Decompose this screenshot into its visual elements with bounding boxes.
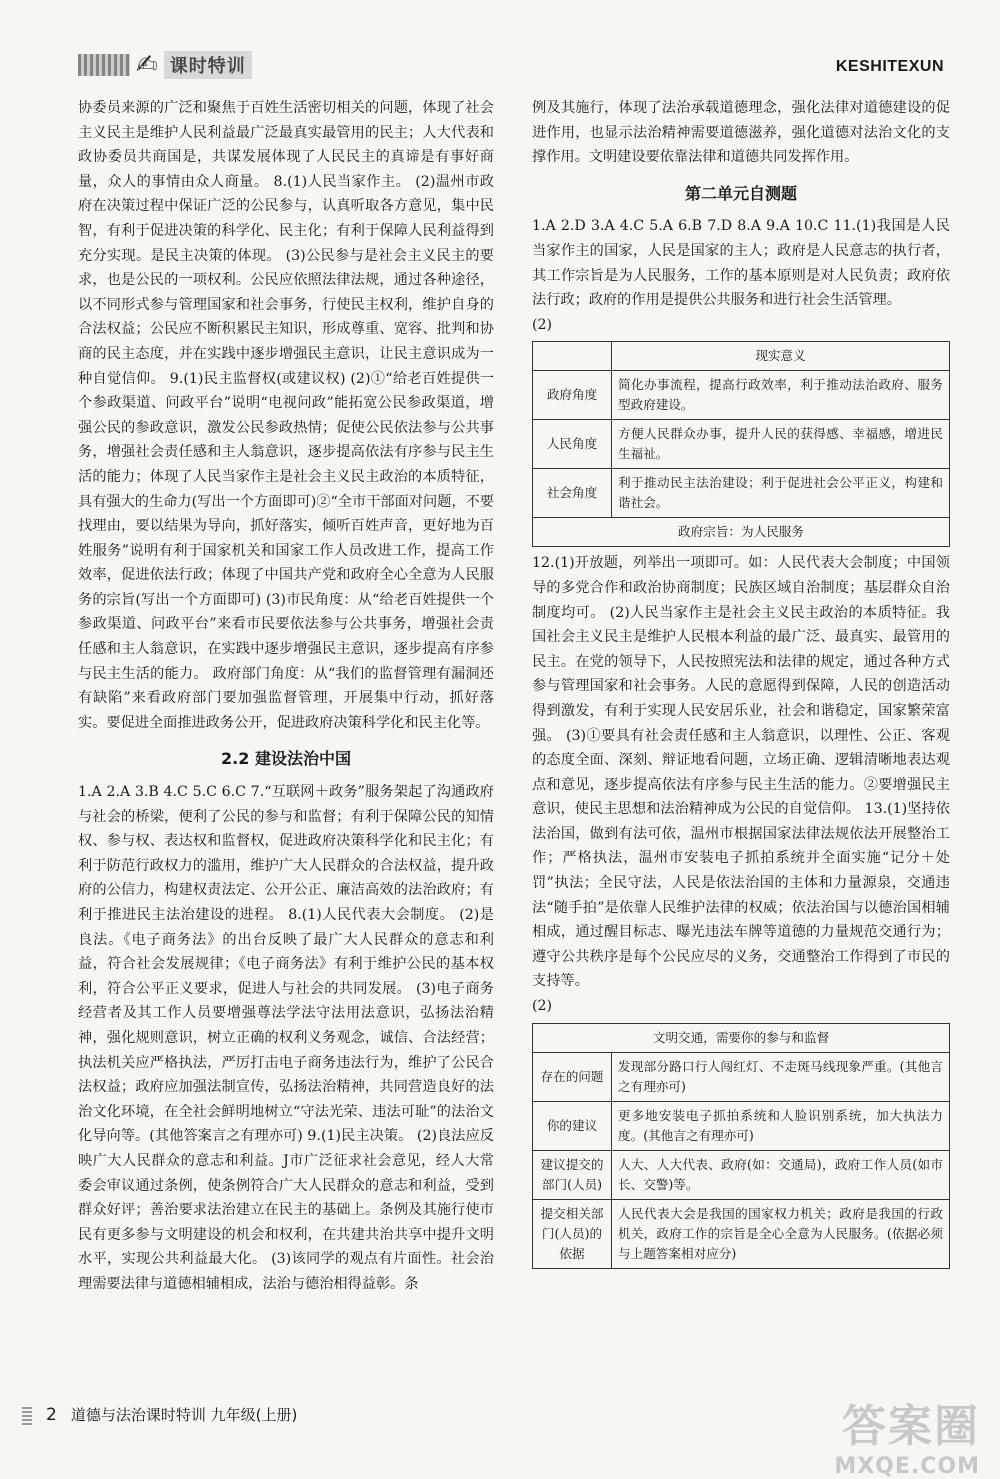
watermark — [834, 1390, 980, 1479]
table-row — [533, 469, 950, 518]
table-row — [533, 420, 950, 469]
watermark-logo: 答案圈 — [842, 1401, 980, 1452]
row-key: 存在的问题 — [533, 1052, 612, 1101]
row-value: 利于推动民主法治建设；利于促进社会公平正义，构建和谐社会。 — [612, 469, 950, 518]
row-key: 人民角度 — [533, 420, 612, 469]
answer-paragraph: 协委员来源的广泛和聚焦于百姓生活密切相关的问题，体现了社会主义民主是维护人民利益最广泛最真实最管用的民主；人大代表和政协委员共商国是，共谋发展体现了人民民主的真谛是有事好商量，众人的事情由众人商量。 8.(1)人民当家作主。 (2)温州市政府在决策过程中保证广泛的公民参与，认真听取各方意见，集中民智，有利于促进决策的科学化、民主化；有利于保障人民利益得到充分实现。是民主决策的体现。 (3)公民参与是社会主义民主的要求，也是公民的一项权利。公民应依照法律法规，通过各种途径，以不同形式参与管理国家和社会事务，行使民主权利，维护自身的合法权益；公民应不断积累民主知识，形成尊重、宽容、批判和协商的民主态度，并在实践中逐步增强民主意识，让民主意识成为一种自觉信仰。 9.(1)民主监督权(或建议权) (2)①“给老百姓提供一个参政渠道、问政平台”说明“电视问政”能拓宽公民参政渠道，增强公民的参政意识，激发公民参政热情；促使公民依法参与公共事务，增强社会责任感和主人翁意识，逐步提高依法有序参与民主生活的能力；体现了人民当家作主是社会主义民主政治的本质特征，具有强大的生命力(写出一个方面即可)②“全市干部面对问题，不要找理由，要以结果为导向，抓好落实，倾听百姓声音，更好地为百姓服务”说明有利于国家机关和国家工作人员改进工作，提高工作效率，促进依法行政；体现了中国共产党和政府全心全意为人民服务的宗旨(写出一个方面即可) (3)市民角度：从“给老百姓提供一个参政渠道、问政平台”来看市民要依法参与公共事务，增强社会责任感和主人翁意识，在实践中逐步增强民主意识，逐步提高有序参与民主生活的能力。 政府部门角度：从“我们的监督管理有漏洞还有缺陷”来看政府部门要加强监督管理，开展集中行动，抓好落实。要促进全面推进政务公开，促进政府决策科学化和民主化等。 — [78, 100, 494, 731]
section-title: 第二单元自测题 — [684, 183, 797, 203]
table-row — [533, 1101, 950, 1150]
table-row — [533, 1199, 950, 1268]
left-column — [78, 96, 494, 1297]
sub-label: (2) — [532, 998, 553, 1015]
row-key: 社会角度 — [533, 469, 612, 518]
table-header: 文明交通，需要你的参与和监督 — [533, 1023, 950, 1052]
row-key: 政府角度 — [533, 371, 612, 420]
row-key: 你的建议 — [533, 1101, 612, 1150]
row-value: 人民代表大会是我国的国家权力机关；政府是我国的行政机关，政府工作的宗旨是全心全意为人民服务。(依据必须与上题答案相对应分) — [612, 1199, 950, 1268]
book-title: 道德与法治课时特训 九年级(上册) — [70, 1406, 298, 1424]
row-key: 建议提交的部门(人员) — [533, 1150, 612, 1199]
pen-icon: ✍ — [136, 50, 158, 80]
table-row — [533, 371, 950, 420]
logo — [78, 50, 252, 80]
row-value: 更多地安装电子抓拍系统和人脸识别系统，加大执法力度。(其他言之有理亦可) — [612, 1101, 950, 1150]
row-value: 人大、人大代表、政府(如：交通局)，政府工作人员(如市长、交警)等。 — [612, 1150, 950, 1199]
row-value: 简化办事流程，提高行政效率，利于推动法治政府、服务型政府建设。 — [612, 371, 950, 420]
answer-table-1 — [532, 341, 950, 547]
row-value: 方便人民群众办事，提升人民的获得感、幸福感，增进民生福祉。 — [612, 420, 950, 469]
watermark-url: MXQE.COM — [834, 1454, 980, 1479]
right-column — [532, 96, 950, 1273]
row-value: 发现部分路口行人闯红灯、不走斑马线现象严重。(其他言之有理亦可) — [612, 1052, 950, 1101]
answer-paragraph: 1.A 2.D 3.A 4.C 5.A 6.B 7.D 8.A 9.A 10.C 11.(1)我国是人民当家作主的国家，人民是国家的主人；政府是人民意志的执行者，其工作宗旨是为人民服务，工作的基本原则是对人民负责；政府依法行政；政府的作用是提供公共服务和进行社会生活管理。 — [532, 218, 950, 309]
row-key: 提交相关部门(人员)的依据 — [533, 1199, 612, 1268]
table-footer: 政府宗旨：为人民服务 — [533, 518, 950, 547]
answer-table-2 — [532, 1023, 950, 1269]
answer-paragraph: 1.A 2.A 3.B 4.C 5.C 6.C 7.“互联网＋政务”服务架起了沟通政府与社会的桥梁，便利了公民的参与和监督；有利于保障公民的知情权、参与权、表达权和监督权，促进政府决策科学化和民主化；有利于防范行政权力的滥用，维护广大人民群众的合法权益，提升政府的公信力，构建权责法定、公开公正、廉洁高效的法治政府；有利于推进民主法治建设的进程。 8.(1)人民代表大会制度。 (2)是良法。《电子商务法》的出台反映了最广大人民群众的意志和利益，符合社会发展规律；《电子商务法》有利于维护公民的基本权利，符合公平正义要求，促进人与社会的共同发展。 (3)电子商务经营者及其工作人员要增强尊法学法守法用法意识，弘扬法治精神，强化规则意识，树立正确的权利义务观念，诚信、合法经营；执法机关应严格执法，严厉打击电子商务违法行为，维护了公民合法权益；政府应加强法制宣传，弘扬法治精神，共同营造良好的法治文化环境，在全社会鲜明地树立“守法光荣、违法可耻”的法治文化导向等。(其他答案言之有理亦可) 9.(1)民主决策。 (2)良法应反映广大人民群众的意志和利益。J市广泛征求社会意见，经人大常委会审议通过条例，使条例符合广大人民群众的意志和利益，受到群众好评；善治要求法治建立在民主的基础上。条例及其施行使市民有更多参与文明建设的机会和权利，在共建共治共享中提升文明水平，实现公共利益最大化。 (3)该同学的观点有片面性。社会治理需要法律与道德相辅相成，法治与德治相得益彰。条 — [78, 784, 494, 1292]
section-title: 2.2 建设法治中国 — [221, 749, 351, 769]
page-footer — [22, 1404, 297, 1425]
page-number: 2 — [46, 1404, 57, 1425]
logo-graphic — [78, 54, 130, 76]
table-header: 现实意义 — [612, 342, 950, 371]
brand-name: KESHITEXUN — [835, 58, 944, 75]
page-header — [0, 0, 1000, 90]
table-row — [533, 1052, 950, 1101]
table-row — [533, 1150, 950, 1199]
sub-label: (2) — [532, 316, 553, 333]
answer-paragraph: 12.(1)开放题，列举出一项即可。如：人民代表大会制度；中国领导的多党合作和政治协商制度；民族区域自治制度；基层群众自治制度均可。 (2)人民当家作主是社会主义民主政治的本质特征。我国社会主义民主是维护人民根本利益的最广泛、最真实、最管用的民主。在党的领导下，人民按照宪法和法律的规定，通过各种方式参与管理国家和社会事务。人民的意愿得到保障，人民的创造活动得到激发，有利于实现人民安居乐业，社会和谐稳定，国家繁荣富强。 (3)①要具有社会责任感和主人翁意识，以理性、公正、客观的态度全面、深刻、辩证地看问题，立场正确、逻辑清晰地表达观点和意见，逐步提高依法有序参与民主生活的能力。②要增强民主意识，使民主思想和法治精神成为公民的自觉信仰。 13.(1)坚持依法治国，做到有法可依，温州市根据国家法律法规依法开展整治工作；严格执法，温州市安装电子抓拍系统并全面实施“记分＋处罚”执法；全民守法，人民是依法治国的主体和力量源泉，交通违法“随手拍”是依靠人民维护法律的权威；依法治国与以德治国相辅相成，通过醒目标志、曝光违法车牌等道德的力量规范交通行为；遵守公共秩序是每个公民应尽的义务，交通整治工作得到了市民的支持等。 — [532, 555, 950, 990]
margin-marks — [22, 1405, 32, 1425]
logo-text: 课时特训 — [164, 51, 252, 79]
answer-paragraph: 例及其施行，体现了法治承载道德理念，强化法律对道德建设的促进作用，也显示法治精神需要道德滋养，强化道德对法治文化的支撑作用。文明建设要依靠法律和道德共同发挥作用。 — [532, 100, 950, 166]
table-corner-cell — [533, 342, 612, 371]
